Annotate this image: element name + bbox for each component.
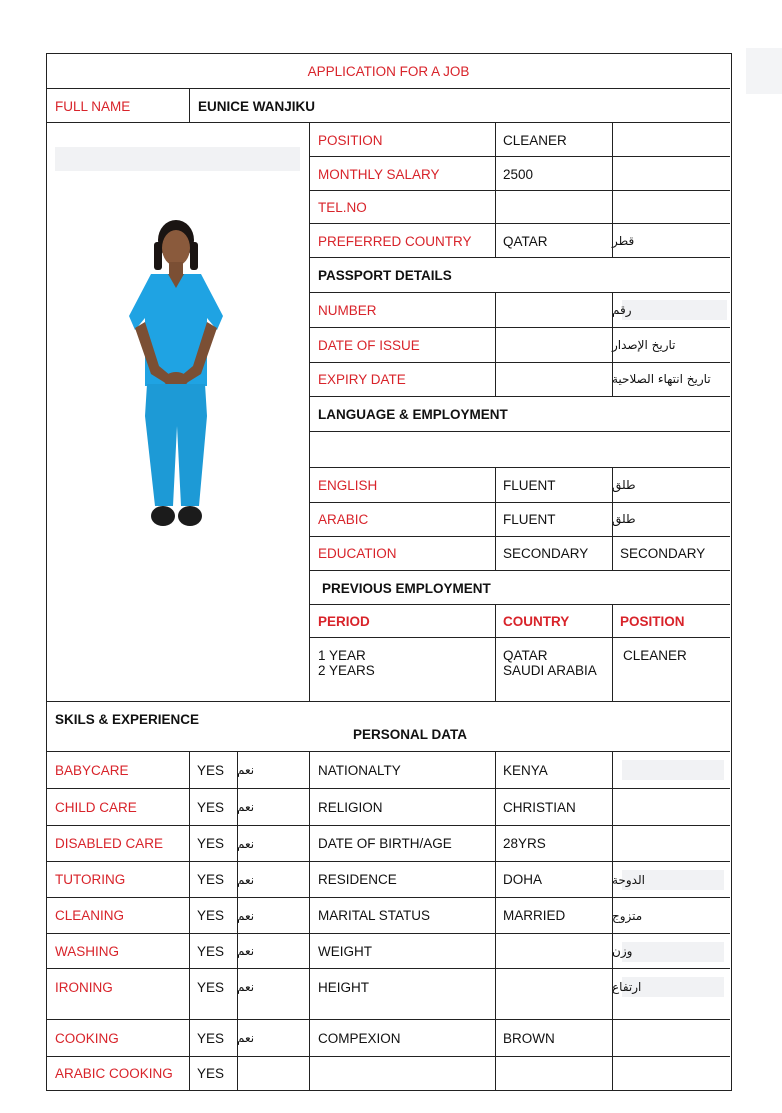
- job-arabic: [612, 123, 730, 157]
- personal-label: MARITAL STATUS: [318, 908, 431, 923]
- language-label: ARABIC: [318, 511, 369, 527]
- passport-label: DATE OF ISSUE: [318, 337, 420, 353]
- applicant-figure-icon: [111, 216, 241, 538]
- personal-label: WEIGHT: [318, 943, 372, 959]
- skill-label: COOKING: [55, 1030, 119, 1046]
- job-label: MONTHLY SALARY: [318, 166, 440, 182]
- skill-arabic: نعم: [237, 872, 255, 887]
- skill-label: CLEANING: [55, 908, 125, 923]
- skill-arabic: نعم: [237, 836, 255, 851]
- country-values-line: SAUDI ARABIA: [503, 663, 597, 678]
- language-value: FLUENT: [503, 511, 556, 527]
- personal-value: 28YRS: [503, 836, 546, 851]
- period-values-line: 2 YEARS: [318, 663, 375, 678]
- personal-arabic: وزن: [612, 944, 633, 958]
- job-label: TEL.NO: [318, 200, 367, 215]
- personal-value: MARRIED: [503, 908, 566, 923]
- personal-value: BROWN: [503, 1030, 555, 1046]
- full-name-label: FULL NAME: [55, 98, 131, 114]
- personal-label: DATE OF BIRTH/AGE: [318, 836, 452, 851]
- passport-heading: PASSPORT DETAILS: [318, 267, 452, 283]
- full-name-value: EUNICE WANJIKU: [198, 98, 316, 114]
- applicant-photo: [111, 216, 241, 538]
- skill-label: WASHING: [55, 943, 119, 959]
- skill-label: IRONING: [55, 980, 113, 995]
- country-values-line: QATAR: [503, 648, 548, 663]
- skill-value: YES: [197, 908, 225, 923]
- skill-arabic: [237, 1057, 310, 1090]
- personal-label: [310, 1057, 495, 1090]
- personal-arabic: [612, 1020, 730, 1056]
- passport-label: EXPIRY DATE: [318, 371, 406, 387]
- personal-value: DOHA: [503, 872, 543, 887]
- personal-label: RESIDENCE: [318, 872, 397, 887]
- language-label: EDUCATION: [318, 545, 397, 561]
- country-values: [495, 638, 612, 701]
- skill-arabic: نعم: [237, 800, 255, 814]
- passport-arabic: تاريخ انتهاء الصلاحية: [612, 372, 711, 386]
- language-extra: طلق: [612, 478, 636, 492]
- job-value: 2500: [503, 166, 534, 182]
- skill-arabic: نعم: [237, 1031, 255, 1045]
- language-heading: LANGUAGE & EMPLOYMENT: [318, 406, 508, 422]
- job-label: PREFERRED COUNTRY: [318, 233, 472, 249]
- job-label: POSITION: [318, 132, 383, 148]
- period-values-line: 1 YEAR: [318, 648, 366, 663]
- skill-label: ARABIC COOKING: [55, 1066, 173, 1081]
- job-arabic: [612, 157, 730, 191]
- job-application-form: [46, 53, 732, 1091]
- skill-value: YES: [197, 943, 225, 959]
- personal-value: [495, 1057, 612, 1090]
- passport-arabic: رقم: [612, 303, 632, 317]
- skills-heading: SKILS & EXPERIENCE: [55, 711, 200, 727]
- skill-label: BABYCARE: [55, 762, 129, 778]
- side-tab: [746, 48, 782, 94]
- passport-value: [495, 293, 612, 327]
- job-arabic: [612, 191, 730, 224]
- photo-caption-box: [55, 147, 300, 171]
- period-values: [310, 638, 495, 701]
- skill-value: YES: [197, 1066, 225, 1081]
- previous-employment-heading: PREVIOUS EMPLOYMENT: [322, 580, 491, 596]
- personal-arabic: [612, 826, 730, 861]
- job-arabic: قطر: [612, 234, 635, 248]
- skill-value: YES: [197, 980, 225, 995]
- personal-value: [495, 934, 612, 968]
- position-header: POSITION: [620, 613, 685, 629]
- personal-value: CHRISTIAN: [503, 799, 576, 815]
- period-header: PERIOD: [318, 613, 370, 629]
- skill-arabic: نعم: [237, 908, 255, 923]
- personal-arabic: [612, 752, 730, 788]
- passport-value: [495, 328, 612, 362]
- skill-arabic: نعم: [237, 980, 255, 994]
- personal-label: RELIGION: [318, 799, 383, 815]
- position-values: [615, 638, 733, 701]
- language-value: FLUENT: [503, 477, 556, 493]
- language-extra: طلق: [612, 512, 636, 526]
- language-extra: SECONDARY: [620, 545, 706, 561]
- personal-label: COMPEXION: [318, 1030, 401, 1046]
- job-value: [495, 191, 612, 224]
- skill-value: YES: [197, 836, 225, 851]
- personal-value: [495, 969, 612, 1019]
- skill-label: DISABLED CARE: [55, 836, 164, 851]
- personal-arabic: [612, 1057, 730, 1090]
- personal-label: NATIONALTY: [318, 762, 401, 778]
- skill-arabic: نعم: [237, 763, 255, 777]
- skill-value: YES: [197, 799, 225, 815]
- passport-value: [495, 362, 612, 396]
- passport-arabic: تاريخ الإصدار: [612, 338, 676, 352]
- position-values-line: CLEANER: [623, 648, 687, 663]
- personal-arabic: [612, 789, 730, 825]
- skill-label: TUTORING: [55, 872, 126, 887]
- language-label: ENGLISH: [318, 477, 378, 493]
- language-value: SECONDARY: [503, 545, 589, 561]
- passport-label: NUMBER: [318, 302, 377, 318]
- job-value: CLEANER: [503, 132, 567, 148]
- skill-arabic: نعم: [237, 944, 255, 958]
- skill-value: YES: [197, 872, 225, 887]
- skill-label: CHILD CARE: [55, 799, 137, 815]
- form-title: APPLICATION FOR A JOB: [307, 64, 470, 79]
- personal-value: KENYA: [503, 762, 548, 778]
- skill-value: YES: [197, 1030, 225, 1046]
- personal-arabic: ارتفاع: [612, 980, 642, 994]
- personal-label: HEIGHT: [318, 980, 370, 995]
- personal-arabic: متزوج: [612, 908, 643, 923]
- personal-arabic: الدوحة: [612, 872, 645, 887]
- skill-value: YES: [197, 762, 225, 778]
- personal-heading: PERSONAL DATA: [352, 726, 467, 742]
- country-header: COUNTRY: [503, 613, 570, 629]
- job-value: QATAR: [503, 233, 548, 249]
